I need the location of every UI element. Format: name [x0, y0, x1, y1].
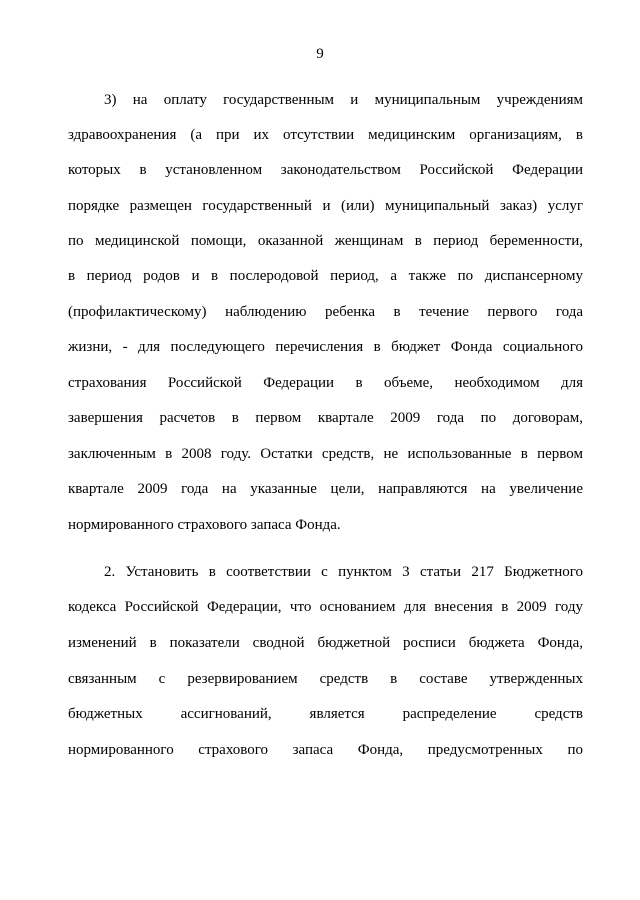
text-line: квартале 2009 года на указанные цели, направляются на увеличение: [68, 481, 583, 497]
text-line: (профилактическому) наблюдению ребенка в течение первого года: [68, 304, 583, 320]
text-line: бюджетных ассигнований, является распределение средств: [68, 706, 583, 722]
text-line: нормированного страхового запаса Фонда.: [68, 517, 341, 533]
text-line: в период родов и в послеродовой период, а также по диспансерному: [68, 268, 583, 284]
text-line: кодекса Российской Федерации, что основанием для внесения в 2009 году: [68, 599, 583, 615]
text-line: которых в установленном законодательством Российской Федерации: [68, 162, 583, 178]
text-line: связанным с резервированием средств в составе утвержденных: [68, 671, 583, 687]
text-line: страхования Российской Федерации в объеме, необходимом для: [68, 375, 583, 391]
text-line: 3) на оплату государственным и муниципальным учреждениям: [104, 92, 583, 108]
text-line: здравоохранения (а при их отсутствии медицинским организациям, в: [68, 127, 583, 143]
text-line: заключенным в 2008 году. Остатки средств, не использованные в первом: [68, 446, 583, 462]
text-line: нормированного страхового запаса Фонда, предусмотренных по: [68, 742, 583, 758]
text-line: изменений в показатели сводной бюджетной росписи бюджета Фонда,: [68, 635, 583, 651]
text-line: жизни, - для последующего перечисления в бюджет Фонда социального: [68, 339, 583, 355]
text-line: 2. Установить в соответствии с пунктом 3 статьи 217 Бюджетного: [104, 564, 583, 580]
text-line: по медицинской помощи, оказанной женщинам в период беременности,: [68, 233, 583, 249]
text-line: порядке размещен государственный и (или) муниципальный заказ) услуг: [68, 198, 583, 214]
page-number: 9: [316, 46, 324, 62]
text-line: завершения расчетов в первом квартале 2009 года по договорам,: [68, 410, 583, 426]
